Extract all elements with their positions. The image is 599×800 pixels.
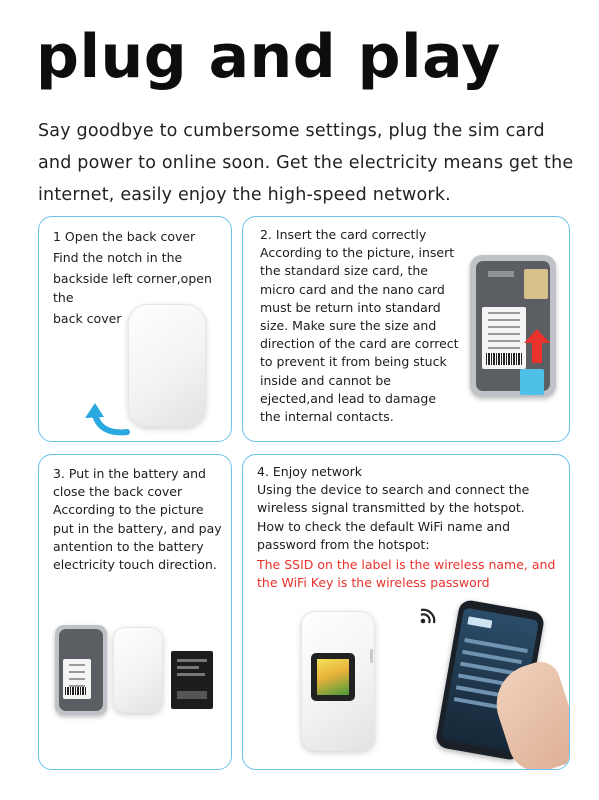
- battery: [171, 651, 213, 709]
- step-2-line: the internal contacts.: [260, 409, 394, 425]
- step-3-text: [53, 465, 222, 574]
- step-4-line: Using the device to search and connect the: [257, 482, 530, 498]
- intro-paragraph: Say goodbye to cumbersome settings, plug the sim card and power to online soon. Get the electricity means get the internet, easily enjoy the high-speed network.: [38, 121, 574, 205]
- wifi-signal-icon: [419, 605, 441, 625]
- step-3-title: 3. Put in the battery and: [53, 466, 206, 481]
- step-1-line: Find the notch in the: [53, 250, 183, 266]
- step-2-line: to prevent it from being stuck: [260, 354, 447, 370]
- curved-arrow-icon: [83, 401, 133, 437]
- step-2-line: ejected,and lead to damage: [260, 390, 437, 406]
- hotspot-device-back: [128, 304, 206, 427]
- up-arrow-icon: [524, 329, 550, 363]
- step-2-line: the standard size card, the: [260, 263, 428, 279]
- hotspot-device-open: [55, 625, 107, 715]
- step-4-text: [257, 463, 555, 592]
- step-card-3: [38, 454, 232, 770]
- step-card-1: [38, 216, 232, 442]
- step-card-4: [242, 454, 570, 770]
- step-2-line: micro card and the nano card: [260, 281, 445, 297]
- headline: plug and play: [36, 22, 501, 92]
- step-3-line: According to the picture: [53, 502, 204, 518]
- hotspot-device-back: [113, 627, 163, 713]
- step-2-line: According to the picture, insert: [260, 245, 455, 261]
- step-4-line: wireless signal transmitted by the hotspot.: [257, 500, 525, 516]
- step-4-title: 4. Enjoy network: [257, 464, 362, 479]
- step-1-line: backside left corner,open the: [53, 271, 212, 305]
- step-3-line: close the back cover: [53, 484, 183, 500]
- step-3-line: antention to the battery: [53, 538, 204, 554]
- hotspot-device-front: [301, 611, 375, 751]
- step-3-line: electricity touch direction.: [53, 557, 217, 573]
- step-2-line: size. Make sure the size and: [260, 318, 437, 334]
- step-4-highlight: The SSID on the label is the wireless name, and: [257, 557, 556, 573]
- device-screen: [311, 653, 355, 701]
- step-1-title: 1 Open the back cover: [53, 229, 196, 244]
- step-2-line: must be return into standard: [260, 299, 441, 315]
- step-4-highlight: the WiFi Key is the wireless password: [257, 575, 490, 591]
- step-card-2: [242, 216, 570, 442]
- sim-card: [520, 369, 544, 395]
- step-4-line: password from the hotspot:: [257, 536, 430, 552]
- step-2-line: inside and cannot be: [260, 372, 391, 388]
- step-1-line: back cover: [53, 310, 122, 326]
- step-2-line: direction of the card are correct: [260, 336, 459, 352]
- step-4-line: How to check the default WiFi name and: [257, 518, 511, 534]
- step-3-line: put in the battery, and pay: [53, 520, 222, 536]
- step-2-text: [260, 226, 459, 426]
- step-2-title: 2. Insert the card correctly: [260, 227, 427, 242]
